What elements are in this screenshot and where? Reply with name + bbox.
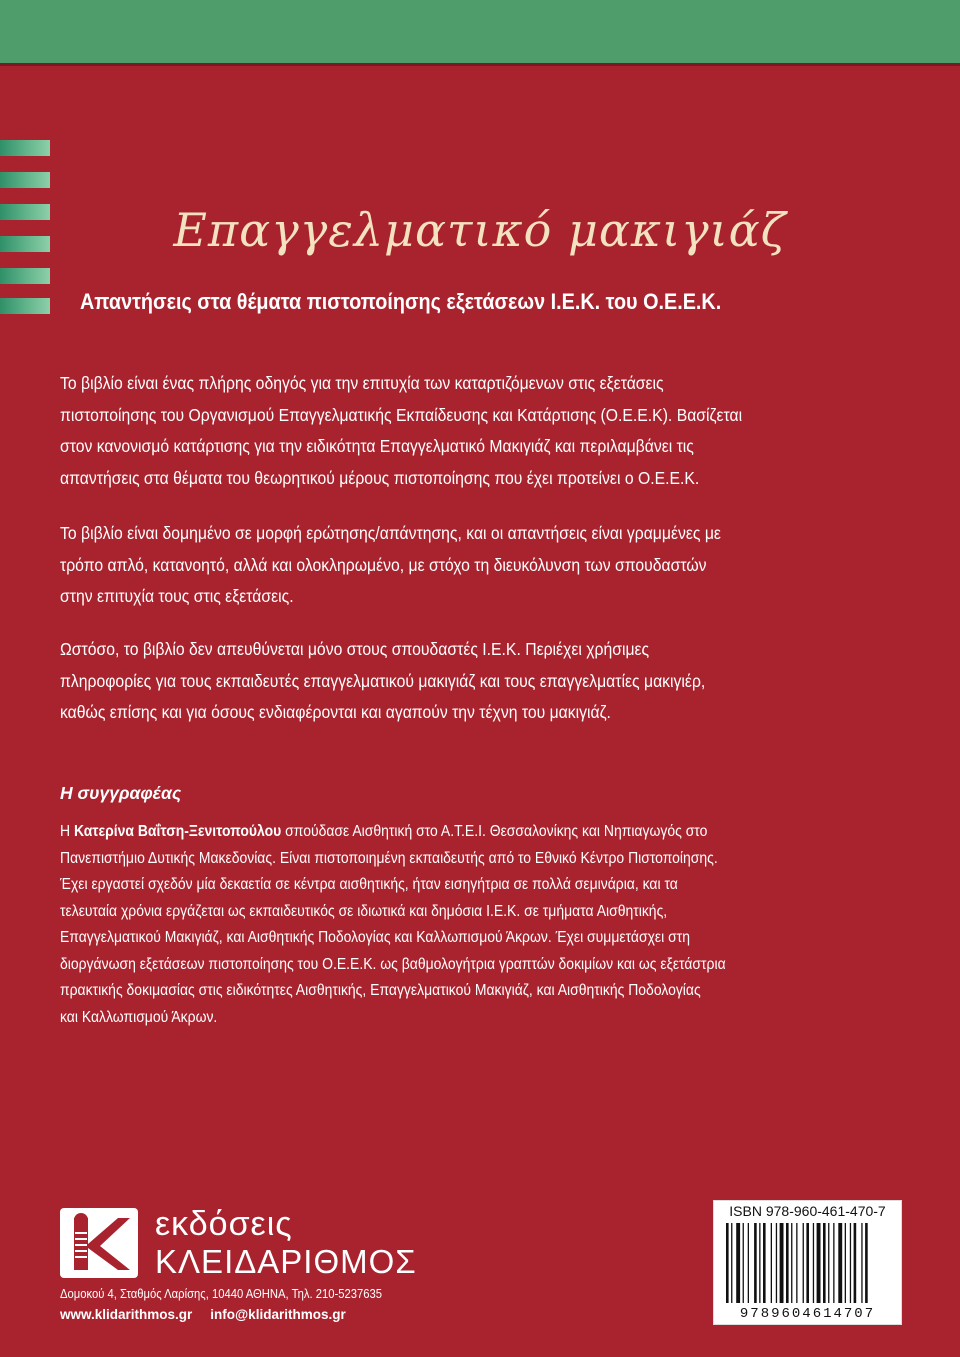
publisher-logo-icon [60,1208,138,1278]
decorative-stripe [0,268,50,284]
publisher-name-line1: εκδόσεις [155,1205,293,1243]
barcode-bar [850,1223,851,1303]
text-line: στην επιτυχία τους στις εξετάσεις. [60,586,294,606]
top-green-band [0,0,960,63]
barcode-bar [748,1223,749,1303]
barcode-graphic [724,1223,894,1303]
barcode-bar [845,1223,846,1303]
bio-intro: Η [60,823,74,840]
barcode-bar [786,1223,789,1303]
bio-line: και Καλλωπισμού Άκρων. [60,1008,218,1026]
barcode-bar [838,1223,842,1303]
text-line: πληροφορίες για τους εκπαιδευτές επαγγελματικού μακιγιάζ και τους επαγγελματίες μακιγιέρ, [60,670,706,691]
decorative-stripe [0,298,50,314]
author-bio [60,819,900,1031]
text-line: στον κανονισμό κατάρτισης για την ειδικότητα Επαγγελματικό Μακιγιάζ και περιλαμβάνει τις [60,436,694,456]
barcode-bar [854,1223,857,1303]
barcode-bar [828,1223,829,1303]
barcode-bar [771,1223,772,1303]
barcode-bar [796,1223,797,1303]
barcode-bar [791,1223,792,1303]
bio-line: Επαγγελματικού Μακιγιάζ, και Αισθητικής Ποδολογίας και Καλλωπισμού Άκρων. Έχει συμμετάσχει στη [60,929,690,946]
isbn-label: ISBN 978-960-461-470-7 [729,1203,886,1219]
barcode-bar [763,1223,766,1303]
decorative-stripe [0,172,50,188]
barcode-bar [865,1223,868,1303]
text-line: Το βιβλίο είναι δομημένο σε μορφή ερώτησης/απάντησης, και οι απαντήσεις είναι γραμμένες με [60,523,721,543]
description-paragraph-1 [60,368,900,494]
author-name: Κατερίνα Βαΐτση-Ξενιτοπούλου [73,823,282,840]
description-paragraph-3 [60,634,900,729]
barcode-bar [833,1223,834,1303]
barcode-bar [731,1223,732,1303]
text-line: Ωστόσο, το βιβλίο δεν απευθύνεται μόνο στους σπουδαστές Ι.Ε.Κ. Περιέχει χρήσιμες [60,639,650,659]
decorative-stripe [0,140,50,156]
text-line: απαντήσεις στα θέματα του θεωρητικού μέρους πιστοποίησης που έχει προτείνει ο Ο.Ε.Ε.Κ. [60,467,700,488]
isbn-barcode-box [713,1200,902,1325]
barcode-bar [754,1223,757,1303]
barcode-bar [817,1223,821,1303]
book-subtitle: Απαντήσεις στα θέματα πιστοποίησης εξετάσεων Ι.Ε.Κ. του Ο.Ε.Ε.Κ. [80,289,722,314]
description-paragraph-2 [60,518,900,613]
barcode-bar [736,1223,740,1303]
text-line: πιστοποίησης του Οργανισμού Επαγγελματικής Εκπαίδευσης και Κατάρτισης (Ο.Ε.Ε.Κ). Βασίζεται [60,404,743,425]
publisher-name-line2: ΚΛΕΙΔΑΡΙΘΜΟΣ [155,1243,417,1280]
publisher-website: www.klidarithmos.gr [60,1307,193,1322]
bio-line: διοργάνωση εξετάσεων πιστοποίησης του Ο.Ε.Ε.Κ. ως βαθμολογήτρια γραπτών δοκιμίων και ως εξετάστρια [60,955,726,973]
publisher-address: Δομοκού 4, Σταθμός Λαρίσης, 10440 ΑΘΗΝΑ, Τηλ. 210-5237635 [60,1287,383,1301]
bio-line: τελευταία χρόνια εργάζεται ως εκπαιδευτικός σε ιδιωτικά και δημόσια Ι.Ε.Κ. σε τμήματα Αισθητικής, [60,902,668,920]
barcode-bar [776,1223,777,1303]
bio-line: Έχει εργαστεί σχεδόν μία δεκαετία σε κέντρα αισθητικής, ήταν εισηγήτρια σε πολλά σεμινάρια, και τα [60,876,678,893]
barcode-bar [861,1223,862,1303]
publisher-contact [60,1307,346,1322]
barcode-bar [803,1223,804,1303]
barcode-number: 9789604614707 [739,1306,876,1322]
author-heading: Η συγγραφέας [60,783,182,803]
barcode-bar [780,1223,784,1303]
publisher-email: info@klidarithmos.gr [210,1307,346,1322]
barcode-bar [806,1223,809,1303]
top-band-edge [0,63,960,66]
text-line: Το βιβλίο είναι ένας πλήρης οδηγός για την επιτυχία των καταρτιζόμενων στις εξετάσεις [60,373,664,393]
text-line: τρόπο απλό, κατανοητό, αλλά και ολοκληρωμένο, με στόχο τη διευκόλυνση των σπουδαστών [60,554,707,575]
book-title: Επαγγελματικό μακιγιάζ [173,203,787,257]
bio-first-line [60,819,816,846]
bio-line-rest: σπούδασε Αισθητική στο Α.Τ.Ε.Ι. Θεσσαλονίκης και Νηπιαγωγός στο [281,823,708,840]
text-line: καθώς επίσης και για όσους ενδιαφέρονται και αγαπούν την τέχνη του μακιγιάζ. [60,702,611,722]
barcode-bar [743,1223,744,1303]
bio-line: πρακτικής δοκιμασίας στις ειδικότητες Αισθητικής, Επαγγελματικού Μακιγιάζ, και Αισθητικής Ποδολογίας [60,982,701,999]
barcode-bar [726,1223,729,1303]
barcode-bar [813,1223,814,1303]
barcode-bar [759,1223,760,1303]
barcode-bar [823,1223,826,1303]
bio-line: Πανεπιστήμιο Δυτικής Μακεδονίας. Είναι πιστοποιημένη εκπαιδευτής από το Εθνικό Κέντρο Πιστοποίησης. [60,849,718,867]
